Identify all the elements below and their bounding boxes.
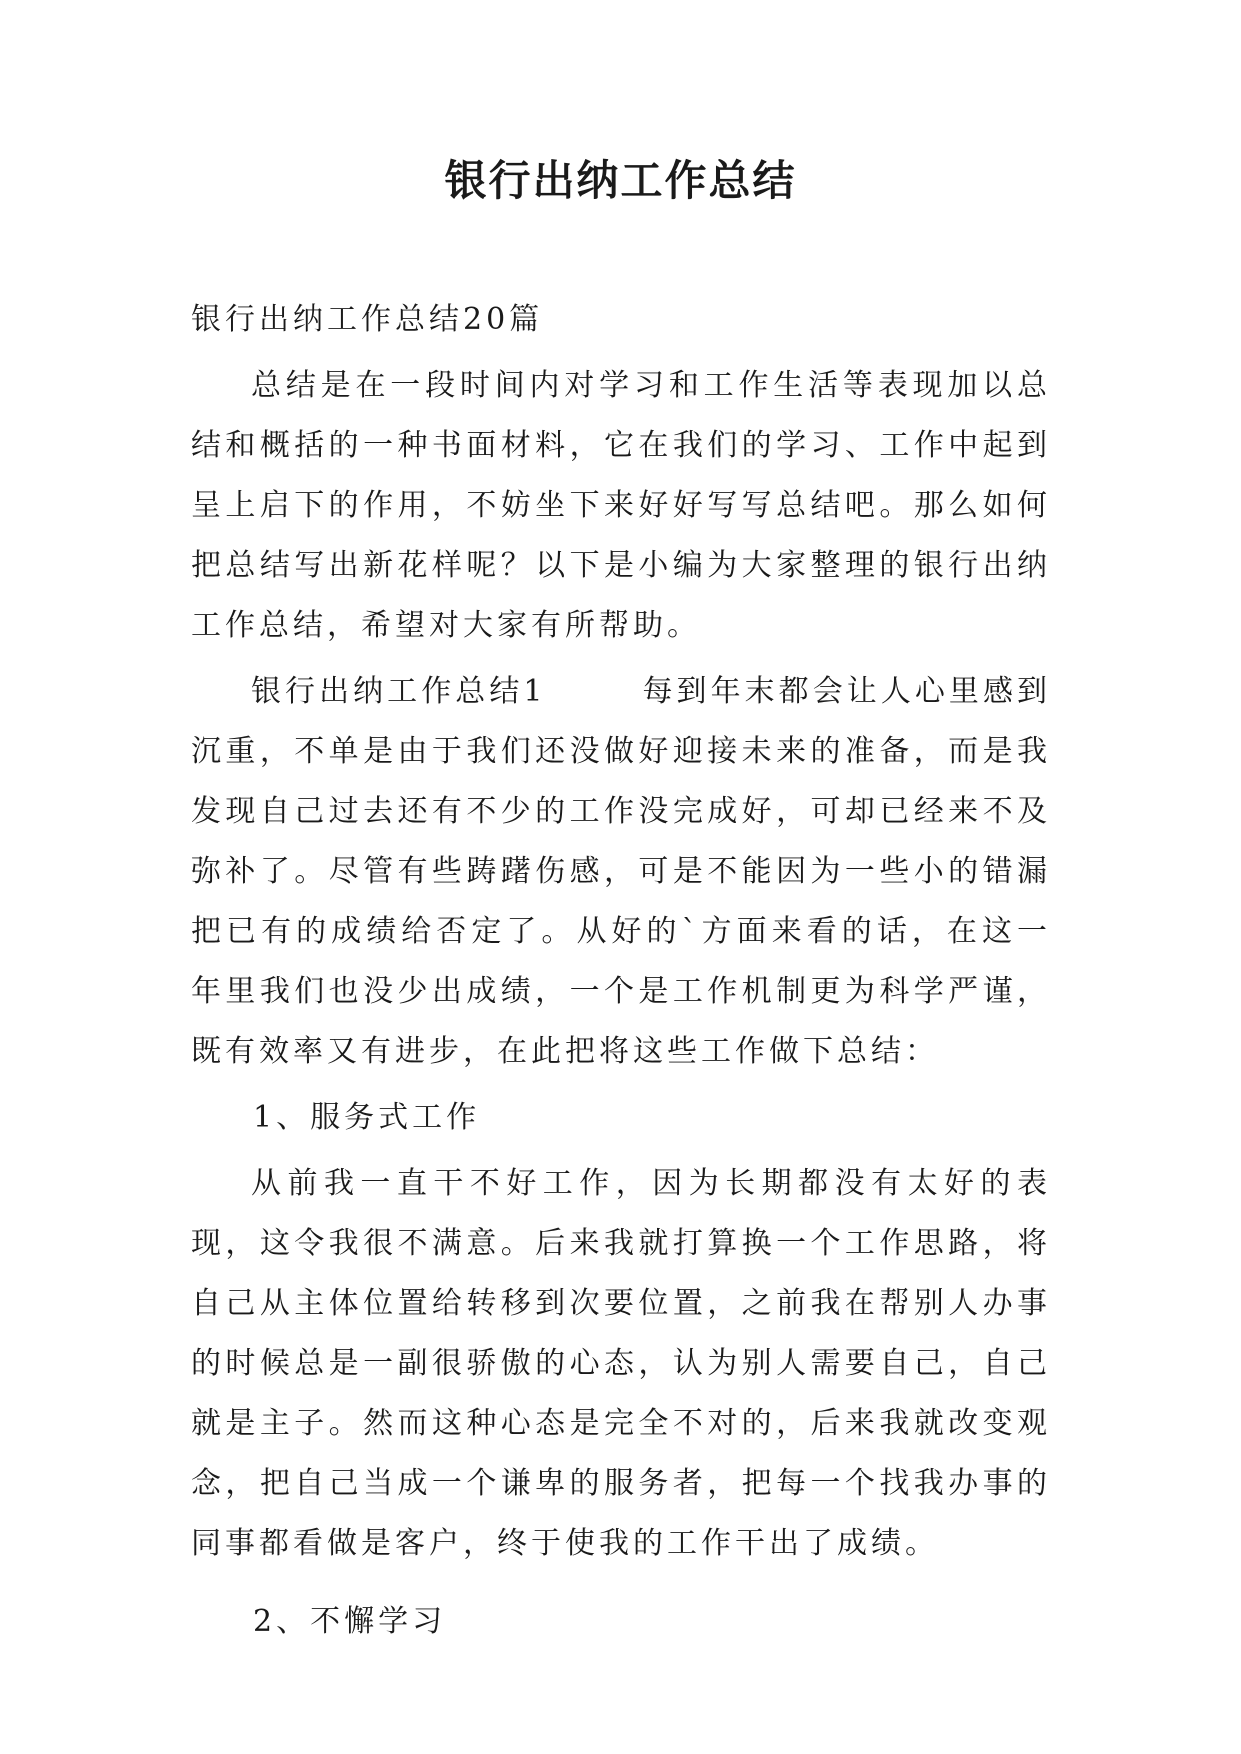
section-1-paragraph [191,662,1051,1082]
section-1-text: 每到年末都会让人心里感到沉重，不单是由于我们还没做好迎接未来的准备，而是我发现自己过去还有不少的工作没完成好，可却已经来不及弥补了。尽管有些踌躇伤感，可是不能因为一些小的错漏把已有的成绩给否定了。从好的`方面来看的话，在这一年里我们也没少出成绩，一个是工作机制更为科学严谨，既有效率又有进步，在此把将这些工作做下总结： [191,674,1051,1069]
item-1-heading: 1、服务式工作 [253,1100,481,1135]
document-title: 银行出纳工作总结 [444,156,797,205]
item-2-heading: 2、不懈学习 [253,1604,447,1639]
document-body [191,290,1051,1652]
document-subtitle: 银行出纳工作总结20篇 [191,302,544,337]
item-1-paragraph: 从前我一直干不好工作，因为长期都没有太好的表现，这令我很不满意。后来我就打算换一个工作思路，将自己从主体位置给转移到次要位置，之前我在帮别人办事的时候总是一副很骄傲的心态，认为别人需要自己，自己就是主子。然而这种心态是完全不对的，后来我就改变观念，把自己当成一个谦卑的服务者，把每一个找我办事的同事都看做是客户，终于使我的工作干出了成绩。 [191,1166,1051,1561]
intro-paragraph: 总结是在一段时间内对学习和工作生活等表现加以总结和概括的一种书面材料，它在我们的学习、工作中起到呈上启下的作用，不妨坐下来好好写写总结吧。那么如何把总结写出新花样呢？以下是小编为大家整理的银行出纳工作总结，希望对大家有所帮助。 [191,368,1051,643]
section-1-label: 银行出纳工作总结1 [251,674,547,709]
